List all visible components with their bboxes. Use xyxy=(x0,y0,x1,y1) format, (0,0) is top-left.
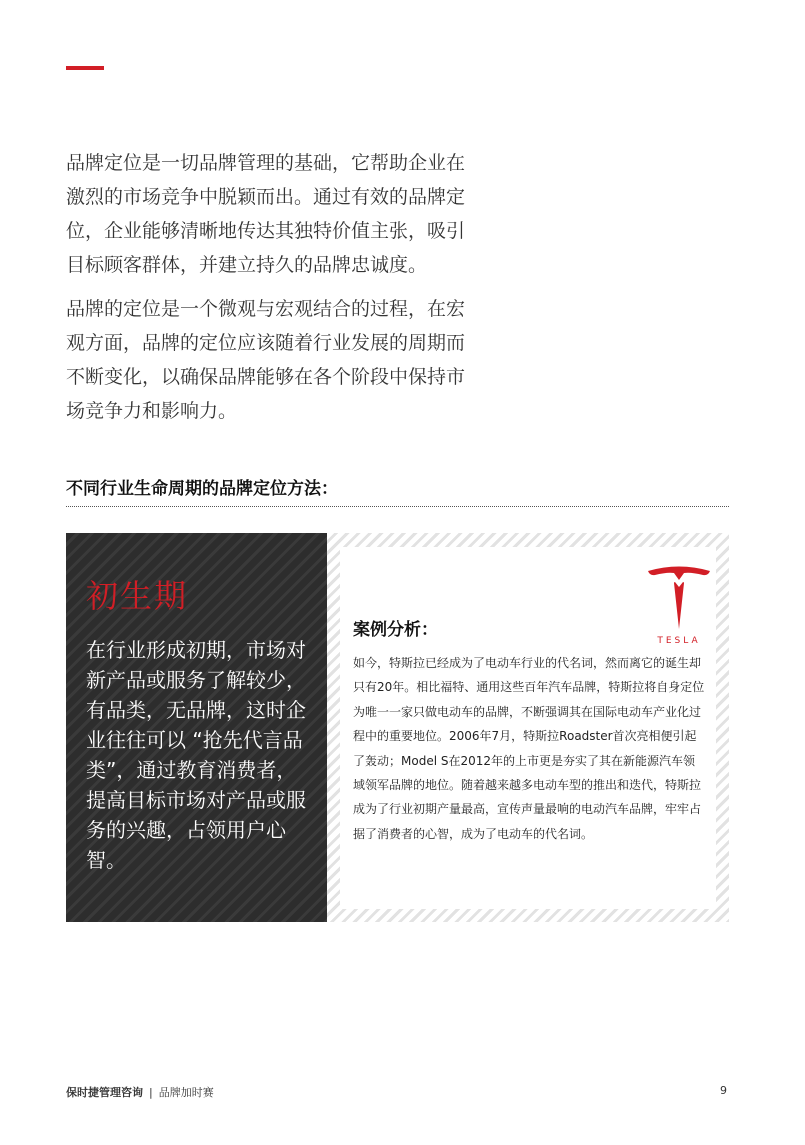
accent-bar xyxy=(66,66,104,70)
stage-panel xyxy=(66,533,327,922)
footer-separator: | xyxy=(149,1086,153,1099)
tesla-wordmark: TESLA xyxy=(657,636,701,646)
section-heading: 不同行业生命周期的品牌定位方法： xyxy=(66,479,338,499)
case-body: 如今，特斯拉已经成为了电动车行业的代名词，然而离它的诞生却只有20年。相比福特、通用这些百年汽车品牌，特斯拉将自身定位为唯一一家只做电动车的品牌，不断强调其在国际电动车产业化过程中的重要地位。2006年7月，特斯拉Roadster首次亮相便引起了轰动；Model S在2012年的上市更是夯实了其在新能源汽车领域领军品牌的地位。随着越来越多电动车型的推出和迭代，特斯拉成为了行业初期产量最高，宣传声量最响的电动汽车品牌，牢牢占据了消费者的心智，成为了电动车的代名词。 xyxy=(353,656,705,841)
case-study-panel xyxy=(327,533,729,922)
stage-title: 初生期 xyxy=(86,577,189,615)
case-study-content xyxy=(340,547,716,909)
case-heading: 案例分析： xyxy=(353,620,438,640)
page-number: 9 xyxy=(720,1084,727,1097)
intro-paragraph-2: 品牌的定位是一个微观与宏观结合的过程，在宏观方面，品牌的定位应该随着行业发展的周期而不断变化，以确保品牌能够在各个阶段中保持市场竞争力和影响力。 xyxy=(66,298,466,422)
intro-paragraph-1: 品牌定位是一切品牌管理的基础，它帮助企业在激烈的市场竞争中脱颖而出。通过有效的品牌定位，企业能够清晰地传达其独特价值主张，吸引目标顾客群体，并建立持久的品牌忠诚度。 xyxy=(66,152,466,276)
tesla-logo-icon xyxy=(646,563,712,649)
tesla-t-mark xyxy=(646,563,712,633)
footer-subtitle: 品牌加时赛 xyxy=(158,1086,214,1099)
stage-description: 在行业形成初期，市场对新产品或服务了解较少，有品类，无品牌，这时企业往往可以 “抢先代言品类”，通过教育消费者，提高目标市场对产品或服务的兴趣，占领用户心智。 xyxy=(86,638,306,872)
page-footer xyxy=(66,1084,214,1100)
footer-brand: 保时捷管理咨询 xyxy=(66,1086,143,1099)
dotted-divider xyxy=(66,506,729,507)
